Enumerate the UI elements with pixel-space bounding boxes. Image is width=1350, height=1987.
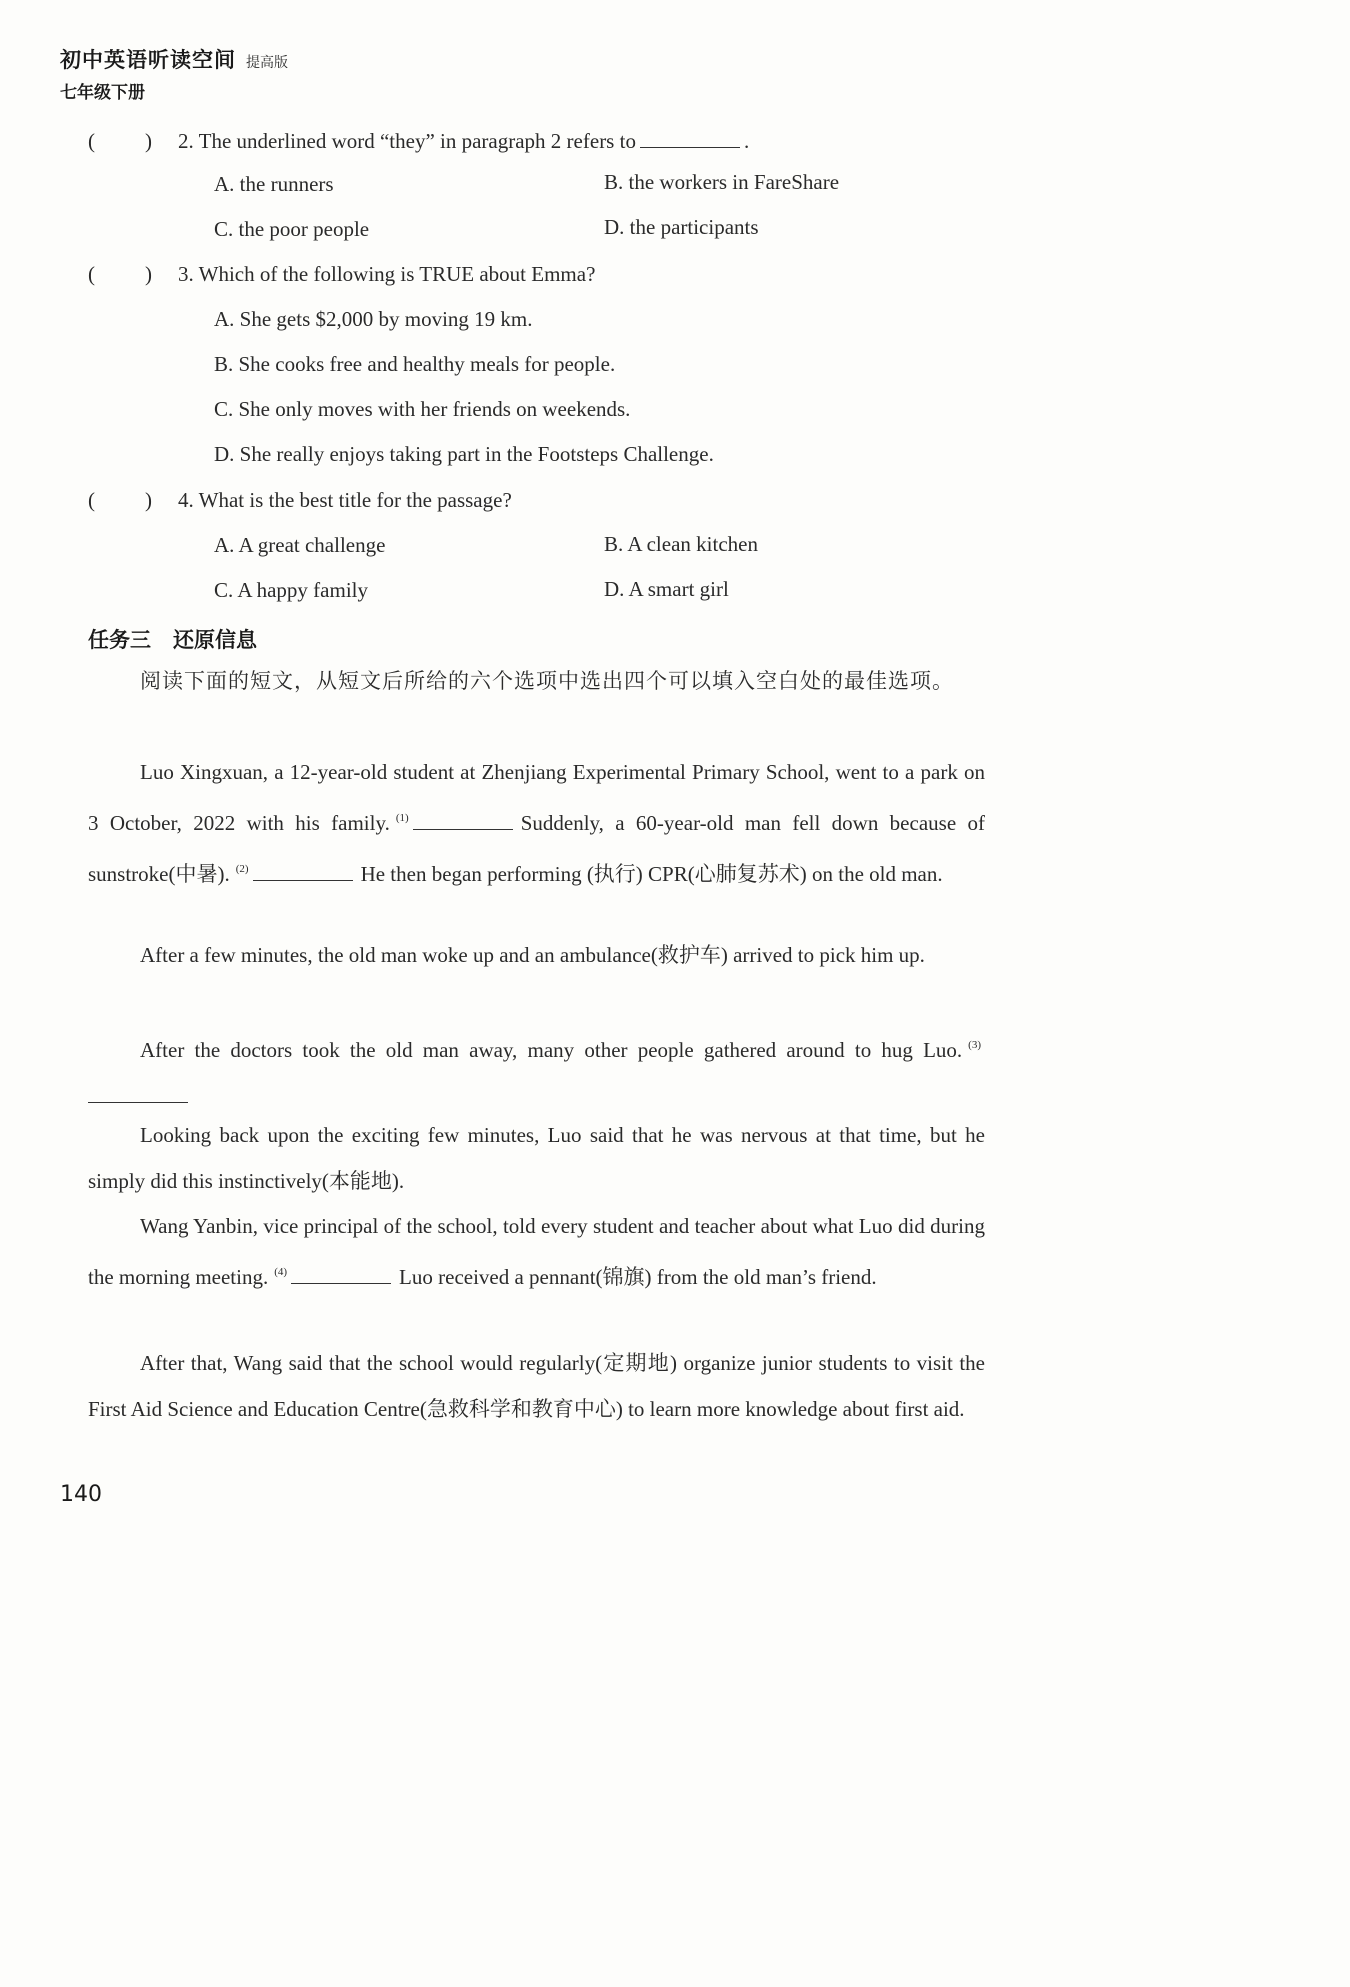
book-title	[60, 44, 288, 74]
question-stem: 2. The underlined word “they” in paragraph 2 refers to	[178, 129, 636, 153]
grade-label: 七年级下册	[60, 83, 145, 103]
option-c: C. the poor people	[214, 217, 370, 241]
passage-paragraph-1: Luo Xingxuan, a 12-year-old student at Zhenjiang Experimental Primary School, went to a park on 3 October, 2022 with his family. $^{(1)}$ Suddenly, a 60-year-old man fell down because of sunstroke(中暑). $^{(2)}$ He then began performing (执行) CPR(心肺复苏术) on the old man.	[88, 760, 985, 886]
fill-blank-3[interactable]	[88, 1088, 188, 1103]
passage-paragraph-6: After that, Wang said that the school would regularly(定期地) organize junior students to visit the First Aid Science and Education Centre(急救科学和教育中心) to learn more knowledge about first aid.	[88, 1351, 985, 1421]
option-b: B. She cooks free and healthy meals for people.	[214, 352, 616, 376]
option-a: A. She gets $2,000 by moving 19 km.	[214, 307, 533, 331]
blank-number: (1)	[395, 812, 409, 824]
passage-paragraph-2: After a few minutes, the old man woke up and an ambulance(救护车) arrived to pick him up.	[140, 943, 925, 967]
question-2: ( ) 2. The underlined word “they” in paragraph 2 refers to .	[88, 126, 749, 154]
passage-paragraph-4: Looking back upon the exciting few minutes, Luo said that he was nervous at that time, but he simply did this instinctively(本能地).	[88, 1123, 985, 1193]
option-a: A. the runners	[214, 172, 334, 196]
task-title: 还原信息	[173, 628, 257, 652]
question-stem: 3. Which of the following is TRUE about Emma?	[178, 262, 596, 286]
question-stem: 4. What is the best title for the passage?	[178, 488, 512, 512]
book-title-text: 初中英语听读空间	[60, 48, 236, 72]
answer-blank	[640, 126, 740, 148]
book-header	[60, 44, 288, 103]
blank-number: (4)	[274, 1266, 288, 1278]
question-4	[88, 488, 512, 513]
fill-blank-2[interactable]	[253, 866, 353, 881]
task-instruction: 阅读下面的短文，从短文后所给的六个选项中选出四个可以填入空白处的最佳选项。	[140, 669, 954, 693]
option-d: D. the participants	[604, 215, 759, 239]
fill-blank-1[interactable]	[413, 815, 513, 830]
option-d: D. She really enjoys taking part in the Footsteps Challenge.	[214, 442, 714, 466]
task-label: 任务三	[88, 628, 151, 652]
passage-paragraph-3: After the doctors took the old man away, many other people gathered around to hug Luo. $^{(3)}$	[88, 1022, 985, 1119]
answer-bracket[interactable]: ( )	[88, 262, 152, 286]
option-d: D. A smart girl	[604, 577, 729, 601]
option-b: B. the workers in FareShare	[604, 170, 840, 194]
blank-number: (2)	[235, 863, 249, 875]
option-c: C. A happy family	[214, 578, 368, 602]
option-b: B. A clean kitchen	[604, 532, 758, 556]
passage-paragraph-5: Wang Yanbin, vice principal of the school, told every student and teacher about what Luo did during the morning meeting. $^{(4)}$ Luo received a pennant(锦旗) from the old man’s friend.	[88, 1214, 985, 1289]
blank-number: (3)	[968, 1039, 981, 1051]
fill-blank-4[interactable]	[291, 1269, 391, 1284]
page-number: 140	[60, 1482, 102, 1507]
option-a: A. A great challenge	[214, 533, 386, 557]
question-3	[88, 262, 595, 287]
option-c: C. She only moves with her friends on weekends.	[214, 397, 631, 421]
book-edition: 提高版	[246, 56, 288, 71]
answer-bracket[interactable]: ( )	[88, 488, 152, 512]
task-heading	[88, 624, 257, 654]
answer-bracket[interactable]: ( )	[88, 129, 152, 153]
